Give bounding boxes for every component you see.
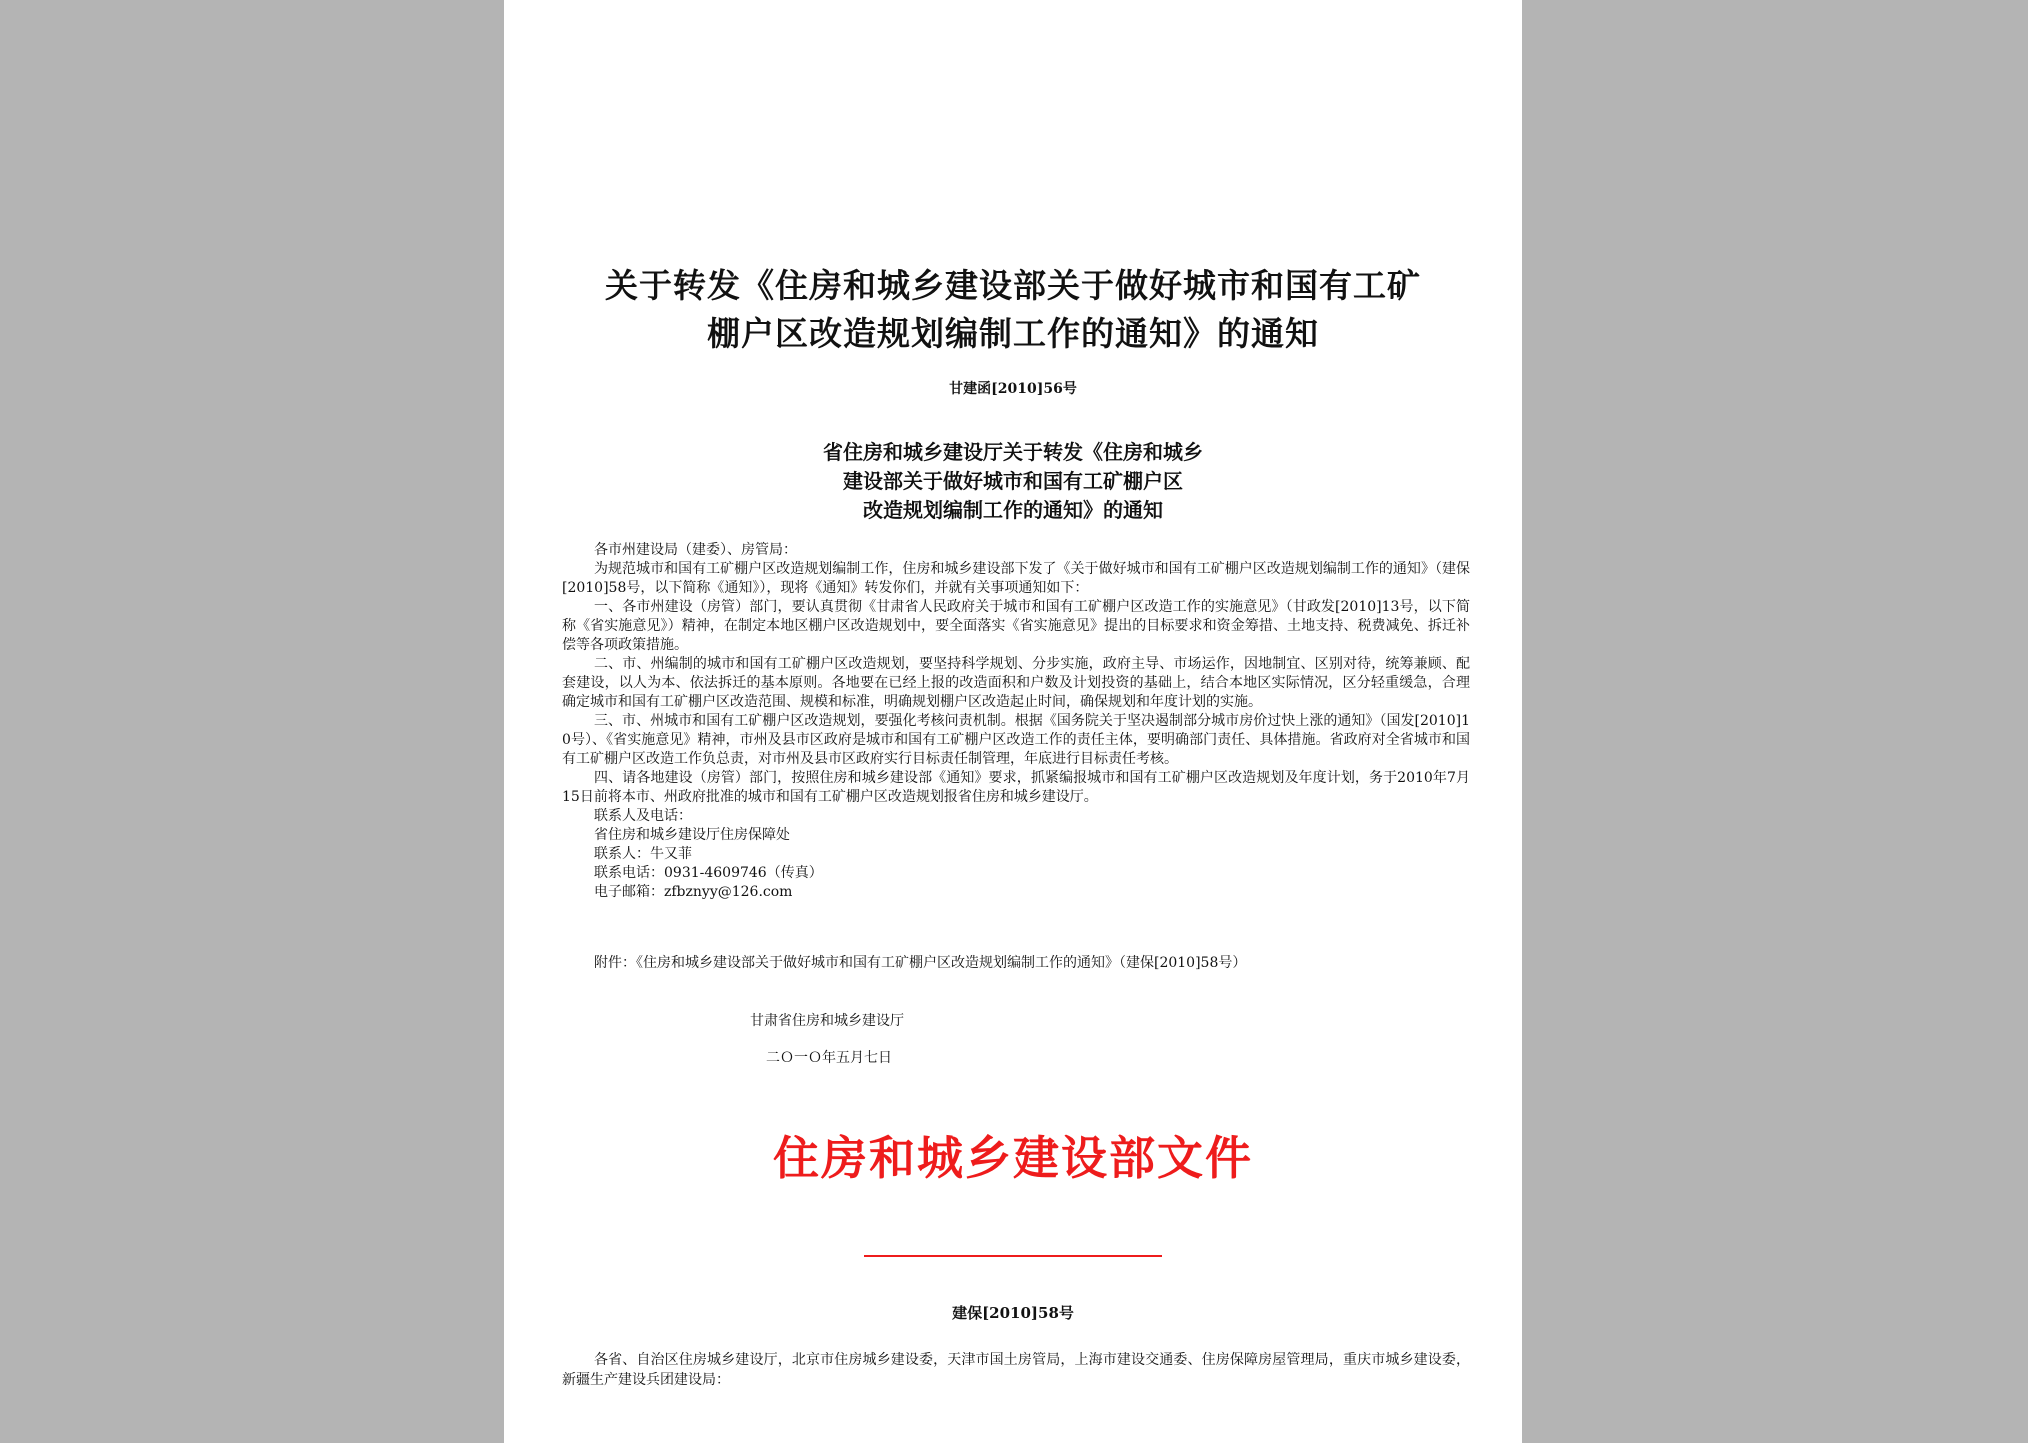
paragraph-item-2: 二、市、州编制的城市和国有工矿棚户区改造规划，要坚持科学规划、分步实施，政府主导、市场运作，因地制宜、区别对待，统筹兼顾、配套建设，以人为本、依法拆迁的基本原则。各地要在已经上报的改造面积和户数及计划投资的基础上，结合本地区实际情况，区分轻重缓急，合理确定城市和国有工矿棚户区改造范围、规模和标准，明确规划棚户区改造起止时间，确保规划和年度计划的实施。 (562, 656, 1470, 710)
paragraph-intro: 为规范城市和国有工矿棚户区改造规划编制工作，住房和城乡建设部下发了《关于做好城市和国有工矿棚户区改造规划编制工作的通知》（建保[2010]58号，以下简称《通知》），现将《通知》转发你们，并就有关事项通知如下： (562, 561, 1470, 596)
contact-office: 省住房和城乡建设厅住房保障处 (594, 827, 790, 843)
main-title (504, 262, 1522, 358)
attachment-note: 附件：《住房和城乡建设部关于做好城市和国有工矿棚户区改造规划编制工作的通知》（建保[2010]58号） (594, 955, 1247, 971)
contact-person: 联系人：牛又菲 (594, 846, 692, 862)
main-title-line-1: 关于转发《住房和城乡建设部关于做好城市和国有工矿 (605, 266, 1421, 305)
paragraph-item-1: 一、各市州建设（房管）部门，要认真贯彻《甘肃省人民政府关于城市和国有工矿棚户区改造工作的实施意见》（甘政发[2010]13号，以下简称《省实施意见》）精神，在制定本地区棚户区改造规划中，要全面落实《省实施意见》提出的目标要求和资金筹措、土地支持、税费减免、拆迁补偿等各项政策措施。 (562, 599, 1470, 653)
paragraph-item-3: 三、市、州城市和国有工矿棚户区改造规划，要强化考核问责机制。根据《国务院关于坚决遏制部分城市房价过快上涨的通知》（国发[2010]10号）、《省实施意见》精神，市州及县市区政府是城市和国有工矿棚户区改造工作的责任主体，要明确部门责任、具体措施。省政府对全省城市和国有工矿棚户区改造工作负总责，对市州及县市区政府实行目标责任制管理，年底进行目标责任考核。 (562, 713, 1470, 767)
document-page (504, 0, 1522, 1443)
sign-date: 二Ｏ一Ｏ年五月七日 (766, 1050, 892, 1066)
paragraph-item-4: 四、请各地建设（房管）部门，按照住房和城乡建设部《通知》要求，抓紧编报城市和国有工矿棚户区改造规划及年度计划，务于2010年7月15日前将本市、州政府批准的城市和国有工矿棚户区改造规划报省住房和城乡建设厅。 (562, 770, 1470, 805)
red-divider (864, 1255, 1162, 1257)
sub-title-line-1: 省住房和城乡建设厅关于转发《住房和城乡 (823, 440, 1203, 464)
notice-body (562, 541, 1470, 902)
contact-phone: 联系电话：0931-4609746（传真） (594, 865, 823, 881)
doc-number: 甘建函[2010]56号 (949, 381, 1077, 397)
ministry-doc-number: 建保[2010]58号 (952, 1304, 1074, 1322)
signer: 甘肃省住房和城乡建设厅 (750, 1013, 904, 1029)
addressee-text: 各省、自治区住房城乡建设厅，北京市住房城乡建设委，天津市国土房管局，上海市建设交通委、住房保障房屋管理局，重庆市城乡建设委，新疆生产建设兵团建设局： (562, 1352, 1470, 1388)
ministry-file-header: 住房和城乡建设部文件 (773, 1131, 1253, 1185)
salutation: 各市州建设局（建委）、房管局： (594, 542, 797, 558)
contact-email: 电子邮箱：zfbznyy@126.com (594, 884, 793, 900)
sub-title-line-2: 建设部关于做好城市和国有工矿棚户区 (843, 469, 1183, 493)
ministry-addressees (562, 1350, 1470, 1390)
main-title-line-2: 棚户区改造规划编制工作的通知》的通知 (707, 314, 1319, 353)
sub-title-line-3: 改造规划编制工作的通知》的通知 (863, 498, 1163, 522)
contact-heading: 联系人及电话： (594, 808, 692, 824)
sub-title (504, 438, 1522, 525)
